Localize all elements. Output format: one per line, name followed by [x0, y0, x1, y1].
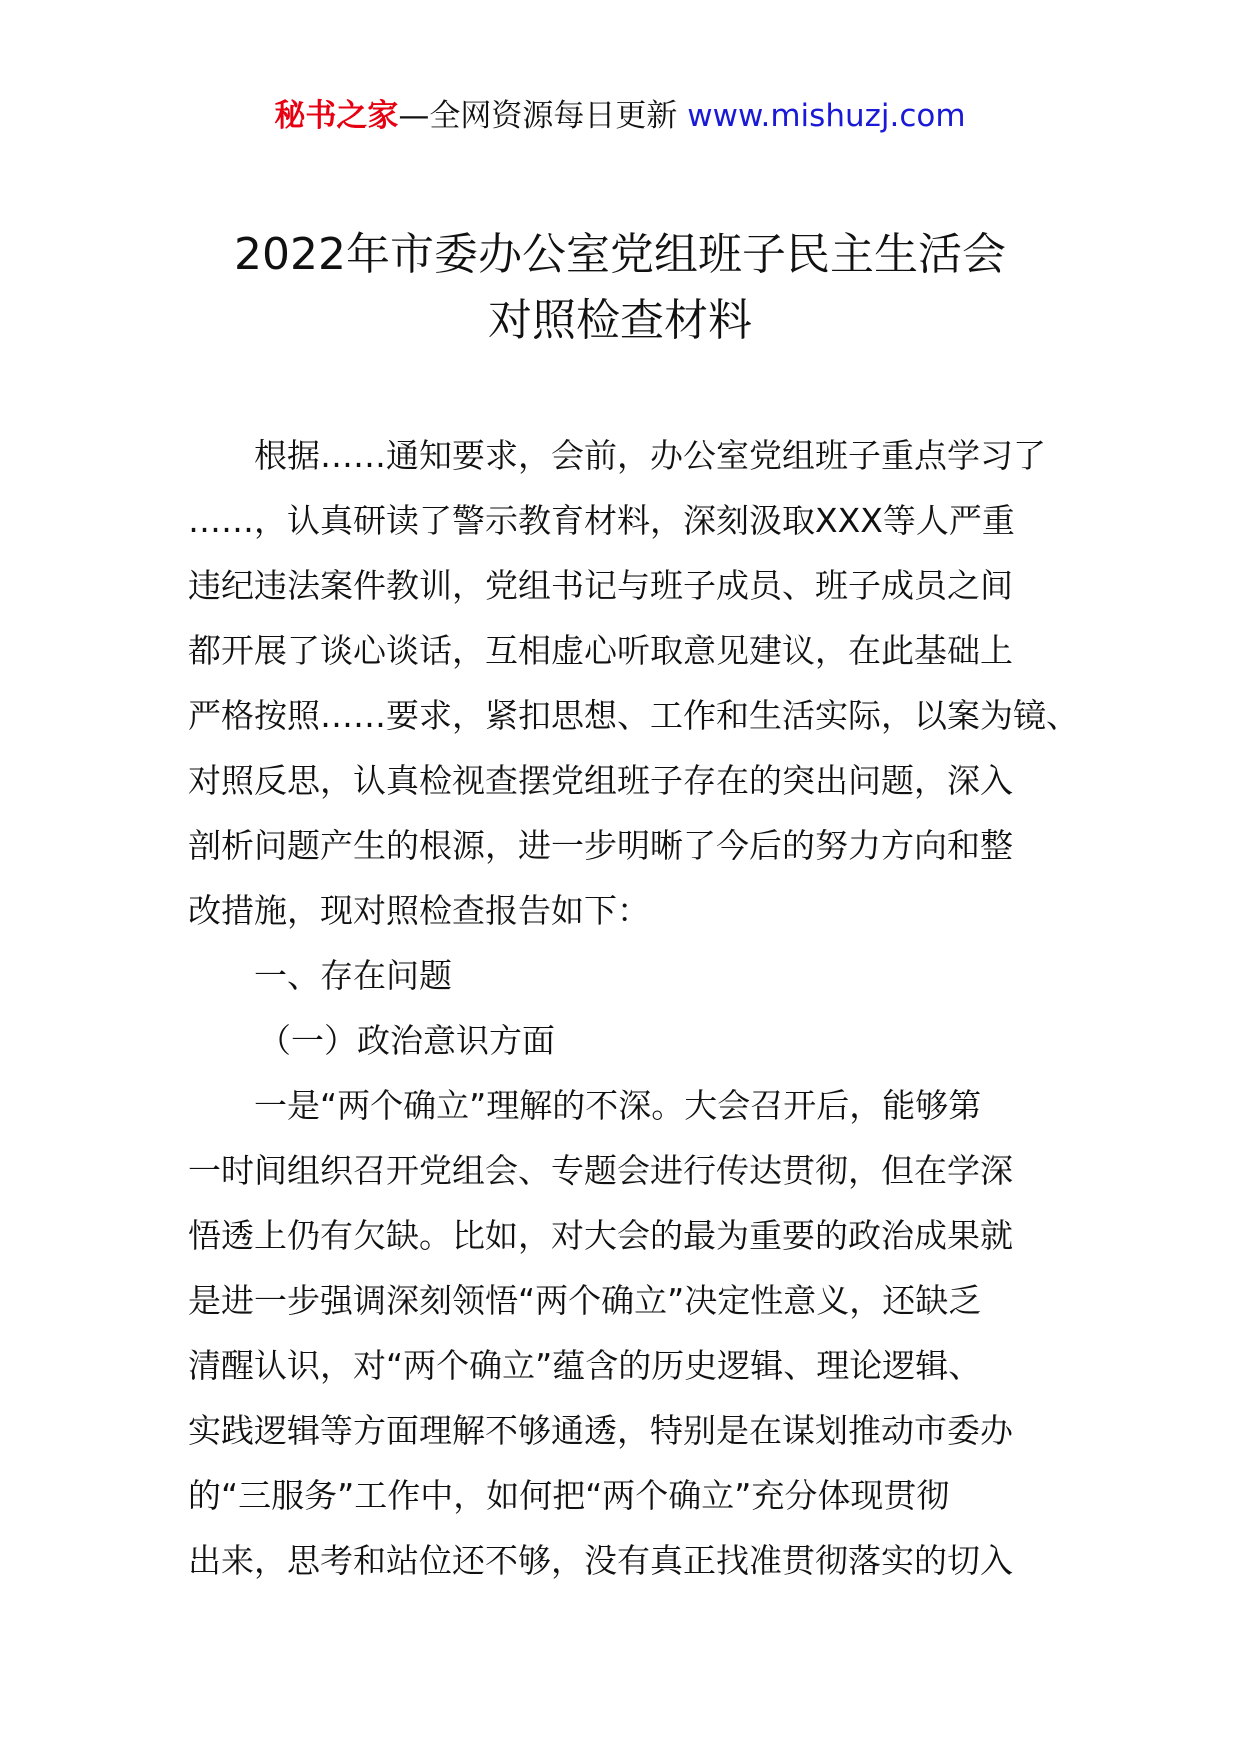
document-title	[0, 222, 1240, 354]
paragraph-line: 的“三服务”工作中，如何把“两个确立”充分体现贯彻	[188, 1476, 950, 1515]
paragraph-line: 对照反思，认真检视查摆党组班子存在的突出问题，深入	[188, 761, 1013, 800]
paragraph-line: 都开展了谈心谈话，互相虚心听取意见建议，在此基础上	[188, 631, 1013, 670]
paragraph-line: 违纪违法案件教训，党组书记与班子成员、班子成员之间	[188, 566, 1013, 605]
paragraph-line: 清醒认识，对“两个确立”蕴含的历史逻辑、理论逻辑、	[188, 1346, 982, 1385]
paragraph-line: 严格按照……要求，紧扣思想、工作和生活实际，以案为镜、	[188, 696, 1079, 735]
paragraph-line: 根据……通知要求，会前，办公室党组班子重点学习了	[254, 436, 1046, 475]
section-heading: 一、存在问题	[254, 956, 452, 995]
document-body	[188, 423, 1079, 1593]
paragraph-line: 是进一步强调深刻领悟“两个确立”决定性意义，还缺乏	[188, 1281, 982, 1320]
watermark-header	[0, 96, 1240, 136]
subsection-heading: （一）政治意识方面	[258, 1021, 555, 1060]
paragraph-line: 悟透上仍有欠缺。比如，对大会的最为重要的政治成果就	[188, 1216, 1013, 1255]
paragraph-line: 剖析问题产生的根源，进一步明晰了今后的努力方向和整	[188, 826, 1013, 865]
paragraph-line: 一时间组织召开党组会、专题会进行传达贯彻，但在学深	[188, 1151, 1013, 1190]
paragraph-line: 出来，思考和站位还不够，没有真正找准贯彻落实的切入	[188, 1541, 1013, 1580]
paragraph-line: 一是“两个确立”理解的不深。大会召开后，能够第	[254, 1086, 982, 1125]
paragraph-line: 改措施，现对照检查报告如下：	[188, 891, 650, 930]
paragraph-line: ……，认真研读了警示教育材料，深刻汲取XXX等人严重	[188, 501, 1015, 540]
site-url-link[interactable]: www.mishuzj.com	[687, 98, 966, 134]
paragraph-line: 实践逻辑等方面理解不够通透，特别是在谋划推动市委办	[188, 1411, 1013, 1450]
brand-name: 秘书之家	[274, 98, 399, 134]
header-tagline: —全网资源每日更新	[398, 98, 688, 134]
title-line-1: 2022年市委办公室党组班子民主生活会	[234, 229, 1006, 280]
title-line-2: 对照检查材料	[488, 295, 752, 346]
